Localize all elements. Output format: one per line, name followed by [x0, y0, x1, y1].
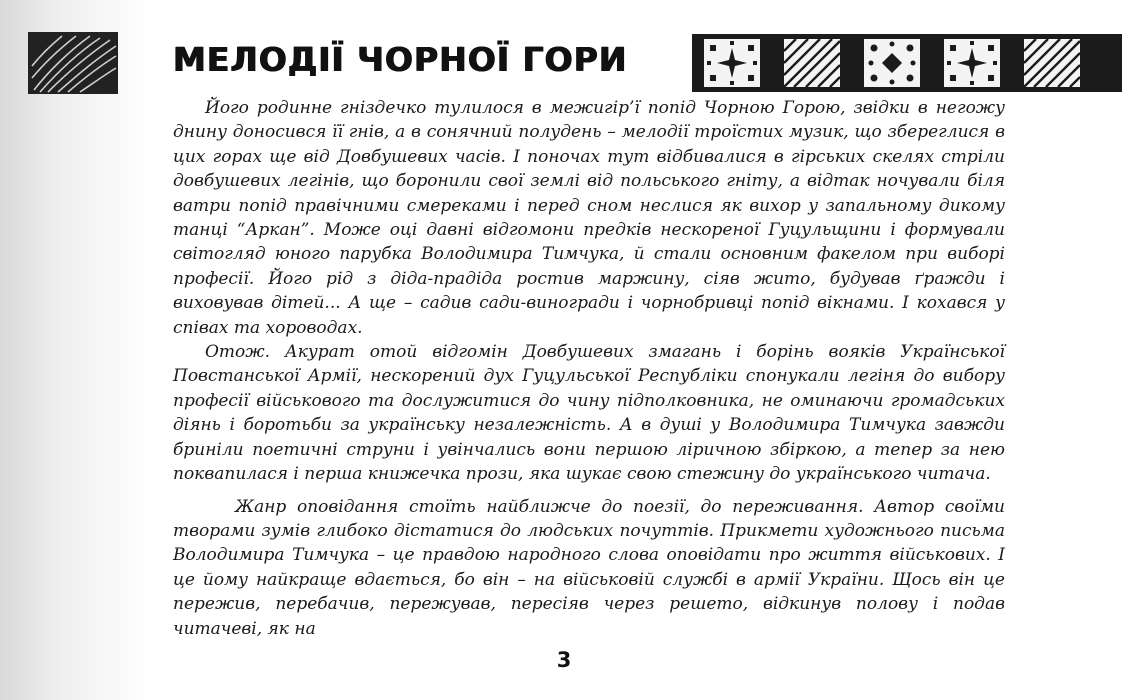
hatch-icon — [1024, 39, 1080, 87]
page-number: 3 — [556, 648, 572, 672]
paragraph: Отож. Акурат отой відгомін Довбушевих змагань і борінь вояків Української Повстанської Армії, нескорений дух Гуцульської Республіки спонукали легіня до вибору професії військового та дослужитися до чину підполковника, не оминаючи громадських діянь і боротьби за українську незалежність. А в душі у Володимира Тимчука завжди бриніли поетичні струни і увінчались вони першою ліричною збіркою, а тепер за нею поквапилася і перша книжечка прози, яка шукає свою стежину до українського читача. — [173, 342, 1005, 485]
page-title: МЕЛОДІЇ ЧОРНОЇ ГОРИ — [173, 40, 628, 79]
ornament-band — [692, 34, 1122, 92]
paragraph: Жанр оповідання стоїть найближче до поезії, до переживання. Автор своїми творами зумів глибоко дістатися до людських почуттів. Прикмети художнього письма Володимира Тимчука – це правдою народного слова оповідати про життя військових. І це йому найкраще вдається, бо він – на військовій службі в армії України. Щось він це пережив, перебачив, пережував, пересіяв через решето, відкинув полову і подав читачеві, як на — [173, 496, 1005, 639]
page-spine-shadow — [0, 0, 150, 700]
hatch-icon — [784, 39, 840, 87]
woodcut-corner-ornament — [28, 32, 118, 94]
diamond-dots-icon — [864, 39, 920, 87]
paragraph: Його родинне гніздечко тулилося в межигір’ї попід Чорною Горою, звідки в негожу днину доносився її гнів, а в сонячний полудень – мелодії троїстих музик, що збереглися в цих горах ще від Довбушевих часів. І поночах тут відбивалися в гірських скелях стріли довбушевих легінів, що боронили свої землі від польського гніту, а відтак ночували біля ватри попід правічними смереками і перед сном неслися як вихор у запальному дикому танці “Аркан”. Може оці давні відгомони предків нескореної Гуцульщини і формували світогляд юного парубка Володимира Тимчука, й стали основним факелом при виборі професії. Його рід з діда-прадіда ростив маржину, сіяв жито, будував ґражди і виховував дітей... А ще – садив сади-виногради і чорнобривці попід вікнами. І кохався у співах та хороводах. — [173, 98, 1005, 338]
star-cross-icon — [944, 39, 1000, 87]
star-cross-icon — [704, 39, 760, 87]
body-text — [173, 96, 1005, 641]
